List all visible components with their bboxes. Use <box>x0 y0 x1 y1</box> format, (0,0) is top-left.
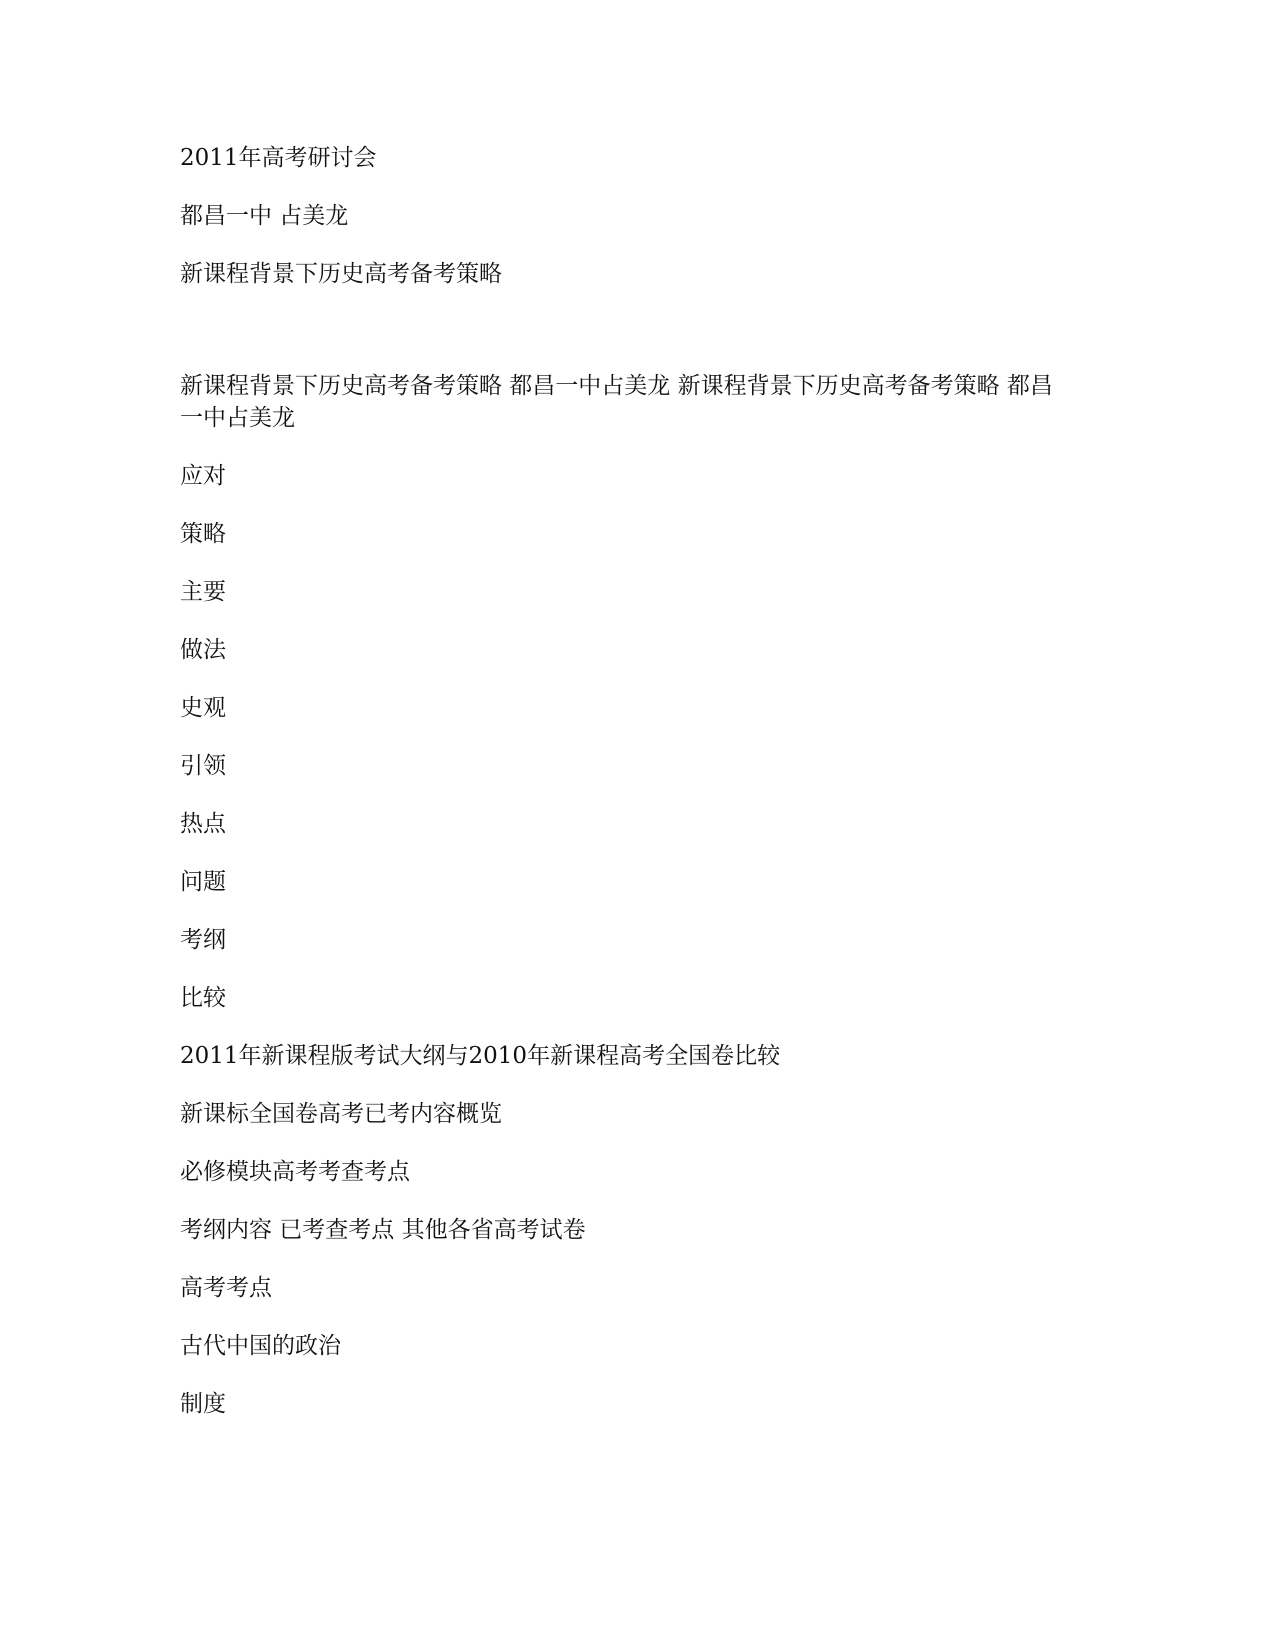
header-repeat: 新课程背景下历史高考备考策略 都昌一中占美龙 新课程背景下历史高考备考策略 都昌一中占美龙 <box>180 373 1053 431</box>
text-line: 比较 <box>180 985 226 1011</box>
text-line: 考纲 <box>180 927 226 953</box>
text-line: 策略 <box>180 521 226 547</box>
text-line: 史观 <box>180 695 226 721</box>
text-line: 制度 <box>180 1391 226 1417</box>
text-line: 应对 <box>180 463 226 489</box>
conference-title: 2011年高考研讨会 <box>180 145 377 171</box>
text-line: 高考考点 <box>180 1275 272 1301</box>
text-line: 古代中国的政治 <box>180 1333 341 1359</box>
table-header-line: 考纲内容 已考查考点 其他各省高考试卷 <box>180 1217 586 1243</box>
section-heading: 必修模块高考考查考点 <box>180 1159 410 1185</box>
text-line: 主要 <box>180 579 226 605</box>
text-line: 问题 <box>180 869 226 895</box>
text-line: 热点 <box>180 811 226 837</box>
paper-title: 新课程背景下历史高考备考策略 <box>180 261 502 287</box>
section-heading: 2011年新课程版考试大纲与2010年新课程高考全国卷比较 <box>180 1043 781 1069</box>
text-line: 做法 <box>180 637 226 663</box>
section-heading: 新课标全国卷高考已考内容概览 <box>180 1101 502 1127</box>
author-line: 都昌一中 占美龙 <box>180 203 349 229</box>
text-line: 引领 <box>180 753 226 779</box>
